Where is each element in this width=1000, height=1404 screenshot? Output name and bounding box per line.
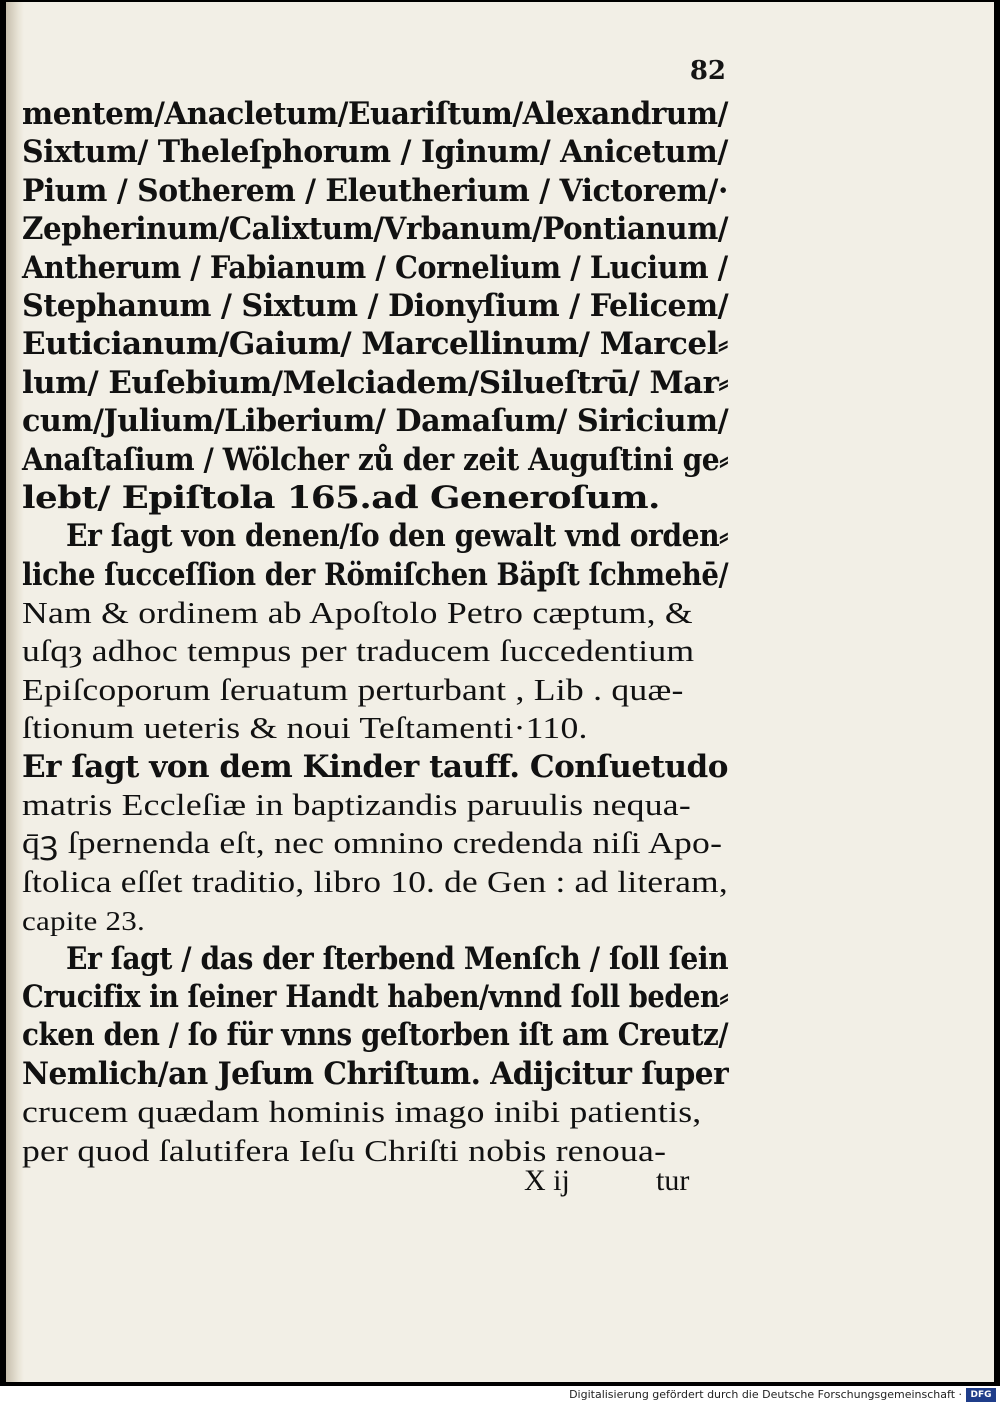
text-line — [22, 441, 738, 479]
text-line-content: q̄ꝫ ſpernenda eſt, nec omnino credenda niſi Apo- — [22, 825, 723, 861]
text-line — [22, 709, 738, 747]
text-line-content: Er ſagt von dem Kinder tauff. Conſuetudo — [22, 748, 728, 785]
text-line-content: lum/ Euſebium/Melciadem/Silueſtrū/ Mar⸗ — [22, 364, 729, 401]
text-line — [22, 863, 738, 901]
text-line-content: Nemlich/an Jeſum Chriſtum. Adijcitur ſuper — [22, 1055, 729, 1092]
text-line — [22, 364, 738, 402]
book-page — [6, 2, 994, 1382]
text-line-content: crucem quædam hominis imago inibi patientis, — [22, 1094, 702, 1130]
catchword: tur — [656, 1164, 690, 1197]
text-line — [22, 786, 738, 824]
dfg-logo: DFG — [966, 1388, 996, 1402]
text-line — [22, 1016, 738, 1054]
signature-mark: X ij — [524, 1164, 570, 1197]
text-line-content: ſtionum ueteris & noui Teſtamenti·110. — [22, 710, 588, 746]
text-line-content: uſqȝ adhoc tempus per traducem ſuccedentium — [22, 633, 695, 669]
page-number: 82 — [689, 56, 726, 86]
text-line — [22, 1055, 738, 1093]
text-line-content: Stephanum / Sixtum / Dionyſium / Felicem/ — [22, 287, 729, 324]
text-line-content: Sixtum/ Theleſphorum / Iginum/ Anicetum/ — [22, 134, 728, 171]
text-line-content: Epiſcoporum ſeruatum perturbant , Lib . quæ- — [22, 671, 684, 707]
text-line-content: lebt/ Epiſtola 165.ad Generoſum. — [22, 479, 660, 516]
text-line — [22, 517, 738, 555]
text-line-content: mentem/Anacletum/Euariſtum/Alexandrum/ — [22, 96, 728, 132]
text-line-content: Pium / Sotherem / Eleutherium / Victorem/· — [22, 172, 728, 209]
text-line — [22, 287, 738, 325]
text-line — [22, 556, 738, 594]
text-line — [22, 940, 738, 978]
text-line-content: Crucifix in ſeiner Handt haben/vnnd ſoll beden⸗ — [22, 978, 729, 1015]
text-line-content: Anaſtaſium / Wölcher zů der zeit Auguſtini ge⸗ — [22, 441, 729, 478]
text-line — [22, 824, 738, 862]
text-line-content: per quod ſalutifera Ieſu Chriſti nobis renoua- — [22, 1132, 667, 1168]
text-line-content: Zepherinum/Calixtum/Vrbanum/Pontianum/ — [22, 211, 729, 248]
text-line — [22, 249, 738, 287]
text-line-content: Antherum / Fabianum / Cornelium / Lucium / — [22, 249, 728, 286]
text-line — [22, 1132, 738, 1170]
text-line-content: cum/Julium/Liberium/ Damaſum/ Siricium/ — [22, 403, 729, 440]
funding-credit: Digitalisierung gefördert durch die Deutsche Forschungsgemeinschaft · — [569, 1388, 962, 1401]
text-line-content: Er ſagt / das der ſterbend Menſch / ſoll ſein — [66, 940, 729, 977]
text-line — [22, 901, 738, 939]
text-line-content: Nam & ordinem ab Apoſtolo Petro cæptum, & — [22, 595, 693, 631]
text-line — [22, 748, 738, 786]
text-line-content: capite 23. — [22, 906, 146, 937]
text-line — [22, 95, 738, 133]
text-line-content: liche ſucceſſion der Römiſchen Bäpſt ſchmehē/ — [22, 556, 729, 593]
footer-bar — [0, 1386, 1000, 1404]
text-line-content: Er ſagt von denen/ſo den gewalt vnd orden⸗ — [66, 518, 729, 555]
text-line — [22, 479, 738, 517]
text-line — [22, 594, 738, 632]
body-text — [22, 95, 738, 1170]
text-line-content: Euticianum/Gaium/ Marcellinum/ Marcel⸗ — [22, 326, 728, 363]
text-line — [22, 1093, 738, 1131]
text-line — [22, 671, 738, 709]
text-line — [22, 325, 738, 363]
text-line-content: matris Eccleſiæ in baptizandis paruulis nequa- — [22, 787, 691, 823]
text-line — [22, 402, 738, 440]
text-line — [22, 172, 738, 210]
text-line — [22, 632, 738, 670]
text-line-content: cken den / ſo für vnns geſtorben iſt am Creutz/ — [22, 1017, 729, 1054]
text-line — [22, 210, 738, 248]
text-line — [22, 133, 738, 171]
text-line-content: ſtolica eſſet traditio, libro 10. de Gen : ad literam, — [22, 863, 728, 899]
text-line — [22, 978, 738, 1016]
